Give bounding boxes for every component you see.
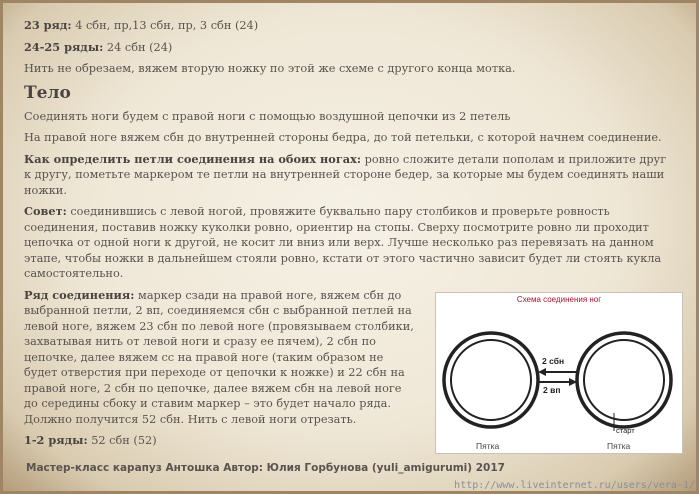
right-leg-outer-ring xyxy=(577,333,671,427)
rows-1-2-text: 52 сбн (52) xyxy=(87,434,157,447)
rows-1-2 xyxy=(24,433,416,449)
join-column xyxy=(24,288,416,449)
label-heel-right: Пятка xyxy=(607,441,631,451)
footer-credits: Мастер-класс карапуз Антошка Автор: Юлия Горбунова (yuli_amigurumi) 2017 xyxy=(26,462,505,474)
label-heel-left: Пятка xyxy=(476,441,500,451)
diagram-svg xyxy=(436,293,682,453)
diagram-title: Схема соединения ног xyxy=(516,295,602,304)
label-2-sbn: 2 сбн xyxy=(542,356,565,366)
para-right-leg: На правой ноге вяжем сбн до внутренней стороны бедра, до той петельки, с которой начнем соединение. xyxy=(24,131,662,144)
row-23 xyxy=(24,18,672,34)
rows-1-2-label: 1-2 ряды: xyxy=(24,433,88,447)
para-thread: Нить не обрезаем, вяжем вторую ножку по этой же схеме с другого конца мотка. xyxy=(24,62,516,75)
how-label: Как определить петли соединения на обоих ногах: xyxy=(24,151,361,166)
right-leg-inner-ring xyxy=(584,340,664,420)
label-2-vp: 2 вп xyxy=(543,385,561,395)
watermark-url[interactable]: http://www.liveinternet.ru/users/vera-1/ xyxy=(454,480,695,491)
row-24-25-label: 24-25 ряды: xyxy=(24,39,104,54)
join-row xyxy=(24,288,416,428)
heading-body: Тело xyxy=(24,82,71,103)
join-row-text: маркер сзади на правой ноге, вяжем сбн до выбранной петли, 2 вп, соединяемся сбн с выбранной петлей на левой ноге, вяжем 23 сбн по левой ноге (провязываем столбики, захватывая нить от левой ноги и сразу ее пячем), 2 сбн по цепочке, далее вяжем сс на правой ноге (таким образом не будет отверстия при переходе от цепочки к ножке) и 22 сбн на правой ноге, 2 сбн по цепочке, далее вяжем сбн на левой ноге до середины сбоку и ставим маркер – это будет начало ряда. Должно получится 52 сбн. Нить с левой ноги отрезать. xyxy=(24,288,414,426)
left-leg-inner-ring xyxy=(451,340,531,420)
label-start: старт xyxy=(616,426,635,435)
leg-join-diagram xyxy=(435,292,683,454)
join-row-label: Ряд соединения: xyxy=(24,287,135,302)
para-join-start: Соединять ноги будем с правой ноги с помощью воздушной цепочки из 2 петель xyxy=(24,109,511,123)
row-24-25-text: 24 сбн (24) xyxy=(103,40,173,54)
advice-text: соединившись с левой ногой, провяжите буквально пару столбиков и проверьте ровность соединения, поставив ножку куколки ровно, ориентир на стопы. Сверху посмотрите ровно ли проходит цепочка от одной ноги к другой, не косит ли вниз или верх. Лучше несколько раз перевязать на данном этапе, чтобы ножки в дальнейшем стояли ровно, кстати от этого частично зависит будет ли стоять кукла самостоятельно. xyxy=(24,205,662,280)
how-text: ровно сложите детали пополам и приложите друг к другу, пометьте маркером те петли на внутренней стороне бедер, за которые мы будем соединять наши ножки. xyxy=(24,152,667,197)
advice xyxy=(24,204,672,282)
row-23-label: 23 ряд: xyxy=(24,18,72,32)
advice-label: Совет: xyxy=(24,204,67,218)
row-23-text: 4 сбн, пр,13 сбн, пр, 3 сбн (24) xyxy=(71,19,259,32)
how-to-find-loops xyxy=(24,152,672,199)
row-24-25 xyxy=(24,40,672,56)
left-leg-outer-ring xyxy=(444,333,538,427)
